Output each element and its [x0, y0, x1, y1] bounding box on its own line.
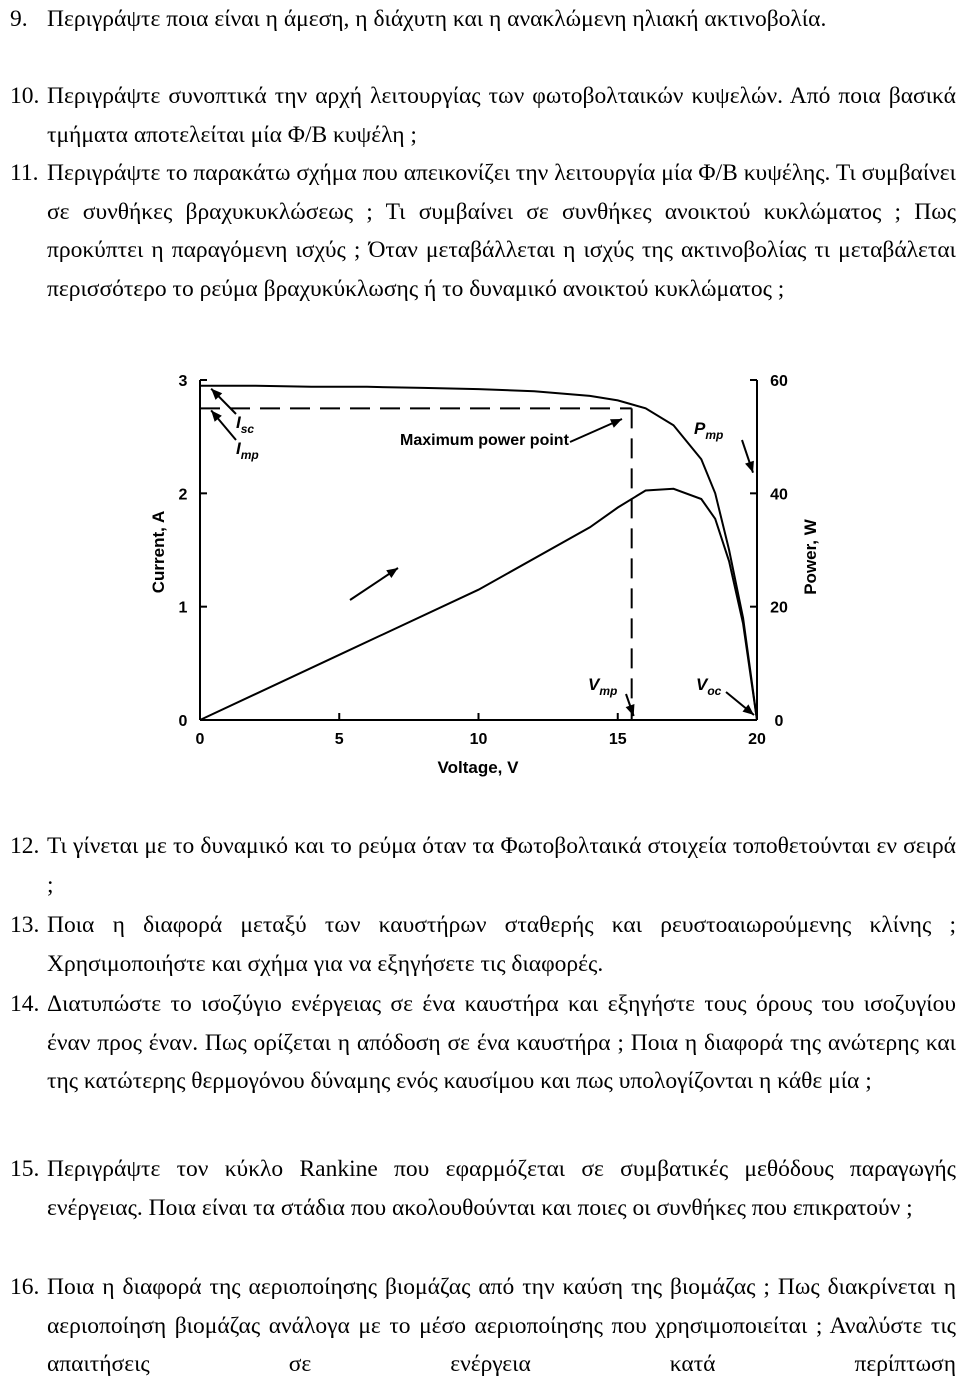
mpp-arrow [570, 419, 622, 442]
voc-arrow [726, 692, 754, 715]
voc-label: $V_{oc}$ [696, 675, 722, 698]
question-text: Τι γίνεται με το δυναμικό και το ρεύμα όταν τα Φωτοβολταικά στοιχεία τοποθετούνται εν σειρά ; [47, 833, 956, 898]
y-left-tick-label: 2 [178, 486, 188, 504]
question-number: 14. [10, 991, 40, 1017]
question-number: 16. [10, 1274, 40, 1300]
question-number: 11. [10, 160, 39, 186]
x-tick-label: 10 [469, 731, 488, 748]
y-left-tick-label: 3 [178, 373, 188, 390]
y-right-tick-label: 60 [770, 373, 788, 390]
question-15 [10, 1150, 956, 1227]
y-right-tick-label: 20 [770, 599, 788, 617]
question-14 [10, 985, 956, 1101]
question-text: Ποια η διαφορά της αεριοποίησης βιομάζας από την καύση της βιομάζας ; Πως διακρίνεται η αεριοποίηση βιομάζας ανάλογα με το μέσο αεριοποίησης που χρησιμοποιείται ; Αναλύστε τις απαιτήσεις σε ενέργεια κατά περίπτωση [47, 1274, 956, 1377]
vmp-label: $V_{mp}$ [588, 675, 618, 698]
question-text: Περιγράψτε ποια είναι η άμεση, η διάχυτη και η ανακλώμενη ηλιακή ακτινοβολία. [47, 6, 827, 32]
axis-ticks [200, 380, 757, 720]
isc-label: $I_{sc}$ [236, 413, 255, 436]
question-text: Περιγράψτε τον κύκλο Rankine που εφαρμόζεται σε συμβατικές μεθόδους παραγωγής ενέργειας. Ποια είναι τα στάδια που ακολουθούνται και ποιες οι συνθήκες που επικρατούν ; [47, 1156, 956, 1221]
question-text: Διατυπώστε το ισοζύγιο ενέργειας σε ένα καυστήρα και εξηγήστε τους όρους του ισοζυγίου έναν προς έναν. Πως ορίζεται η απόδοση σε ένα καυστήρα ; Ποια η διαφορά της ανώτερης και της κατώτερης θερμογόνου δύναμης ενός καυσίμου και πως υπολογίζονται η κάθε μία ; [47, 991, 956, 1094]
y-left-axis-title: Current, A [149, 510, 168, 594]
question-number: 9. [10, 6, 28, 32]
max-power-point-label: Maximum power point [400, 432, 569, 449]
question-number: 15. [10, 1156, 40, 1182]
imp-label: $I_{mp}$ [236, 439, 259, 462]
question-number: 12. [10, 833, 40, 859]
question-text: Ποια η διαφορά μεταξύ των καυστήρων σταθερής και ρευστοαιωρούμενης κλίνης ; Χρησιμοποιήστε και σχήμα για να εξηγήσετε τις διαφορές. [47, 912, 956, 977]
isc-arrow [211, 389, 236, 414]
question-number: 10. [10, 83, 40, 109]
power-curve-arrow [350, 568, 398, 600]
iv-curve-chart [140, 362, 820, 782]
x-axis-title: Voltage, V [437, 758, 519, 777]
x-tick-label: 5 [334, 731, 344, 748]
y-left-tick-label: 1 [178, 599, 188, 617]
question-12 [10, 827, 956, 904]
arrow-head [386, 568, 398, 578]
question-13 [10, 906, 956, 983]
x-tick-label: 20 [748, 731, 766, 748]
arrow-head [626, 704, 635, 716]
question-11 [10, 154, 956, 308]
question-text: Περιγράψτε το παρακάτω σχήμα που απεικονίζει την λειτουργία μία Φ/Β κυψέλης. Τι συμβαίνει σε συνθήκες βραχυκυκλώσεως ; Τι συμβαίνει σε συνθήκες ανοικτού κυκλώματος ; Πως προκύπτει η παραγόμενη ισχύς ; Όταν μεταβάλλεται η ισχύς της ακτινοβολίας τι μεταβάλεται περισσότερο το ρεύμα βραχυκύκλωσης ή το δυναμικό ανοικτού κυκλώματος ; [47, 160, 956, 302]
question-9 [10, 0, 956, 39]
vmp-arrow [626, 694, 635, 716]
y-right-axis-title: Power, W [801, 519, 820, 595]
question-text: Περιγράψτε συνοπτικά την αρχή λειτουργίας των φωτοβολταικών κυψελών. Από ποια βασικά τμήματα αποτελείται μία Φ/Β κυψέλη ; [47, 83, 956, 148]
annotations [236, 413, 723, 698]
x-tick-label: 15 [608, 731, 627, 748]
y-left-tick-label: 0 [178, 713, 188, 730]
power-voltage-curve [200, 489, 757, 720]
imp-arrow [211, 410, 236, 440]
y-right-tick-label: 40 [770, 486, 788, 504]
x-tick-label: 0 [195, 731, 205, 748]
arrow-head [745, 461, 754, 473]
y-right-tick-label: 0 [774, 713, 784, 730]
pmp-arrow [742, 440, 754, 473]
question-16 [10, 1268, 956, 1384]
pmp-label: $P_{mp}$ [694, 419, 724, 442]
plot-frame [200, 380, 757, 720]
guide-lines [200, 408, 632, 720]
question-10 [10, 77, 956, 154]
question-number: 13. [10, 912, 40, 938]
